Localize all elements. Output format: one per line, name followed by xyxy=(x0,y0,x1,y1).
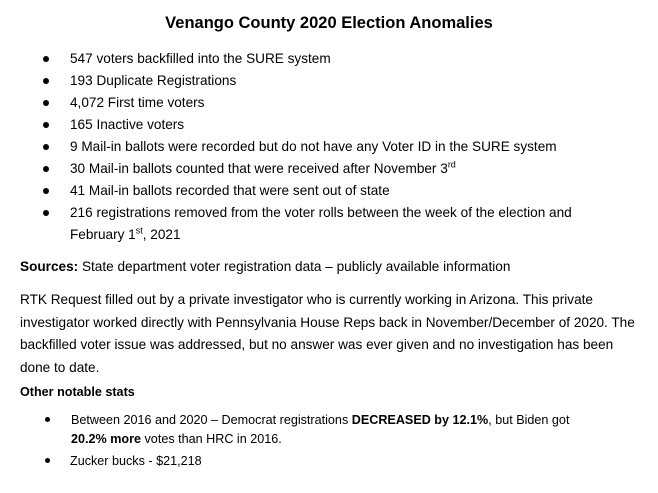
list-item-text: 30 Mail-in ballots counted that were received after November 3 xyxy=(70,161,448,176)
sources-text: State department voter registration data – publicly available information xyxy=(78,259,511,274)
list-item-text: 4,072 First time voters xyxy=(70,95,205,110)
bullet-icon xyxy=(43,100,49,106)
list-item-text: 9 Mail-in ballots were recorded but do not have any Voter ID in the SURE system xyxy=(70,139,557,154)
list-item xyxy=(0,411,640,449)
list-item xyxy=(0,202,640,246)
bullet-icon xyxy=(45,417,50,422)
bullet-icon xyxy=(43,166,49,172)
list-item xyxy=(0,180,640,202)
list-item-text: 216 registrations removed from the voter rolls between the week of the election and xyxy=(70,205,572,220)
sources-label: Sources: xyxy=(20,259,79,274)
list-item-text: 41 Mail-in ballots recorded that were sent out of state xyxy=(70,183,390,198)
bullet-icon xyxy=(43,78,49,84)
stat-bold: 20.2% more xyxy=(71,432,142,446)
bullet-icon xyxy=(43,56,49,62)
bullet-icon xyxy=(43,122,49,128)
bullet-icon xyxy=(43,144,49,150)
list-item-text: 547 voters backfilled into the SURE system xyxy=(70,51,331,66)
other-stats-heading: Other notable stats xyxy=(20,385,135,399)
bullet-icon xyxy=(43,188,49,194)
superscript: st xyxy=(135,225,143,236)
list-item xyxy=(0,452,640,471)
bullet-icon xyxy=(45,458,50,463)
list-item-text-tail: , 2021 xyxy=(142,227,181,242)
list-item xyxy=(0,48,640,70)
bullet-icon xyxy=(43,210,49,216)
list-item xyxy=(0,136,640,158)
list-item xyxy=(0,114,640,136)
list-item-text: 193 Duplicate Registrations xyxy=(70,73,237,88)
document-title: Venango County 2020 Election Anomalies xyxy=(165,14,493,32)
superscript: rd xyxy=(447,159,456,170)
stat-text: Zucker bucks - $21,218 xyxy=(70,454,202,468)
stat-text: , but Biden got xyxy=(488,413,570,427)
stat-bold: DECREASED by 12.1% xyxy=(351,413,489,427)
list-item xyxy=(0,92,640,114)
sources-line xyxy=(20,256,510,278)
anomalies-list xyxy=(0,48,640,246)
list-item xyxy=(0,70,640,92)
rtk-paragraph: RTK Request filled out by a private investigator who is currently working in Arizona. This private investigator worked directly with Pennsylvania House Reps back in November/December of 2020. The backfilled voter issue was addressed, but no answer was ever given and no investigation has been done to date. xyxy=(20,292,635,375)
stats-list xyxy=(0,411,640,474)
list-item-text-line2: February 1 xyxy=(70,227,136,242)
list-item xyxy=(0,158,640,180)
list-item-text: 165 Inactive voters xyxy=(70,117,185,132)
stat-text: Between 2016 and 2020 – Democrat registrations xyxy=(71,413,352,427)
stat-text: votes than HRC in 2016. xyxy=(141,432,282,446)
